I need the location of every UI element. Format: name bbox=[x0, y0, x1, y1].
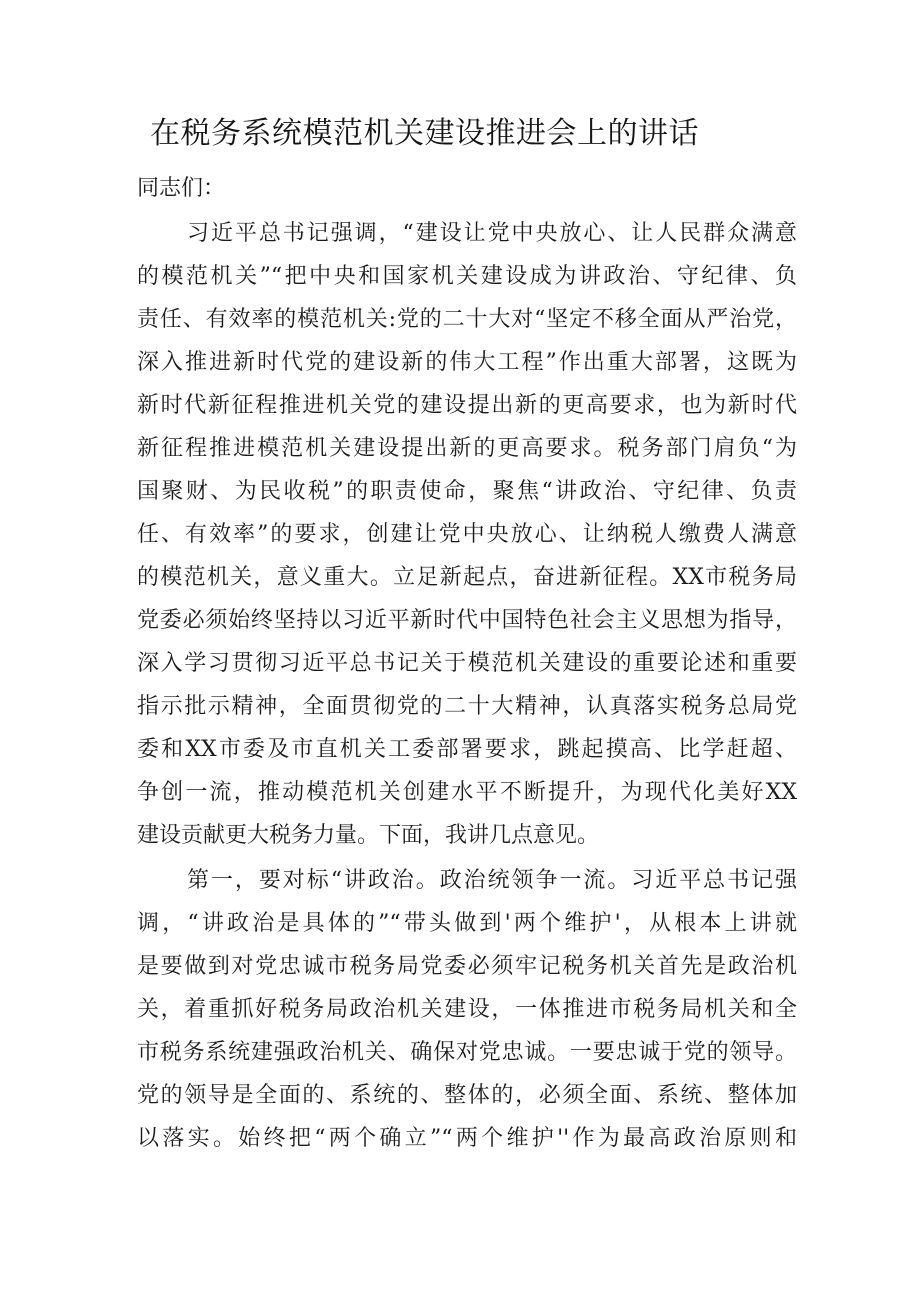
paragraph-line: 争创一流，推动模范机关创建水平不断提升，为现代化美好XX bbox=[137, 780, 797, 805]
paragraph-line: 任、有效率”的要求，创建让党中央放心、让纳税人缴费人满意 bbox=[137, 522, 797, 547]
paragraph-line: 以落实。始终把“两个确立”“两个维护''作为最高政治原则和 bbox=[137, 1126, 797, 1151]
paragraph-line: 责任、有效率的模范机关:党的二十大对“坚定不移全面从严治党， bbox=[137, 307, 797, 332]
paragraph-line: 新时代新征程推进机关党的建设提出新的更高要求，也为新时代 bbox=[137, 393, 797, 418]
paragraph-line: 委和XX市委及市直机关工委部署要求，跳起摸高、比学赶超、 bbox=[137, 737, 797, 762]
greeting: 同志们： bbox=[137, 176, 226, 201]
paragraph-line: 第一，要对标“讲政治。政治统领争一流。习近平总书记强 bbox=[187, 868, 797, 893]
paragraph-line: 建设贡献更大税务力量。下面，我讲几点意见。 bbox=[137, 823, 600, 848]
paragraph-line: 习近平总书记强调，“建设让党中央放心、让人民群众满意 bbox=[187, 221, 797, 246]
paragraph-line: 市税务系统建强政治机关、确保对党忠诚。一要忠诚于党的领导。 bbox=[137, 1040, 797, 1065]
paragraph-line: 新征程推进模范机关建设提出新的更高要求。税务部门肩负“为 bbox=[137, 436, 797, 461]
paragraph-line: 深入推进新时代党的建设新的伟大工程”作出重大部署，这既为 bbox=[137, 350, 797, 375]
paragraph-line: 是要做到对党忠诚市税务局党委必须牢记税务机关首先是政治机 bbox=[137, 954, 797, 979]
paragraph-line: 关，着重抓好税务局政治机关建设，一体推进市税务局机关和全 bbox=[137, 997, 797, 1022]
paragraph-line: 党委必须始终坚持以习近平新时代中国特色社会主义思想为指导， bbox=[137, 608, 797, 633]
document-title: 在税务系统模范机关建设推进会上的讲话 bbox=[150, 116, 699, 151]
paragraph-line: 深入学习贯彻习近平总书记关于模范机关建设的重要论述和重要 bbox=[137, 651, 797, 676]
paragraph-line: 的模范机关，意义重大。立足新起点，奋进新征程。XX市税务局 bbox=[137, 565, 797, 590]
paragraph-line: 的模范机关”“把中央和国家机关建设成为讲政治、守纪律、负 bbox=[137, 264, 797, 289]
paragraph-line: 党的领导是全面的、系统的、整体的，必须全面、系统、整体加 bbox=[137, 1083, 797, 1108]
paragraph-line: 指示批示精神，全面贯彻党的二十大精神，认真落实税务总局党 bbox=[137, 694, 797, 719]
paragraph-line: 国聚财、为民收税”的职责使命，聚焦“讲政治、守纪律、负责 bbox=[137, 479, 797, 504]
paragraph-line: 调，“讲政治是具体的”“带头做到'两个维护'，从根本上讲就 bbox=[137, 911, 797, 936]
